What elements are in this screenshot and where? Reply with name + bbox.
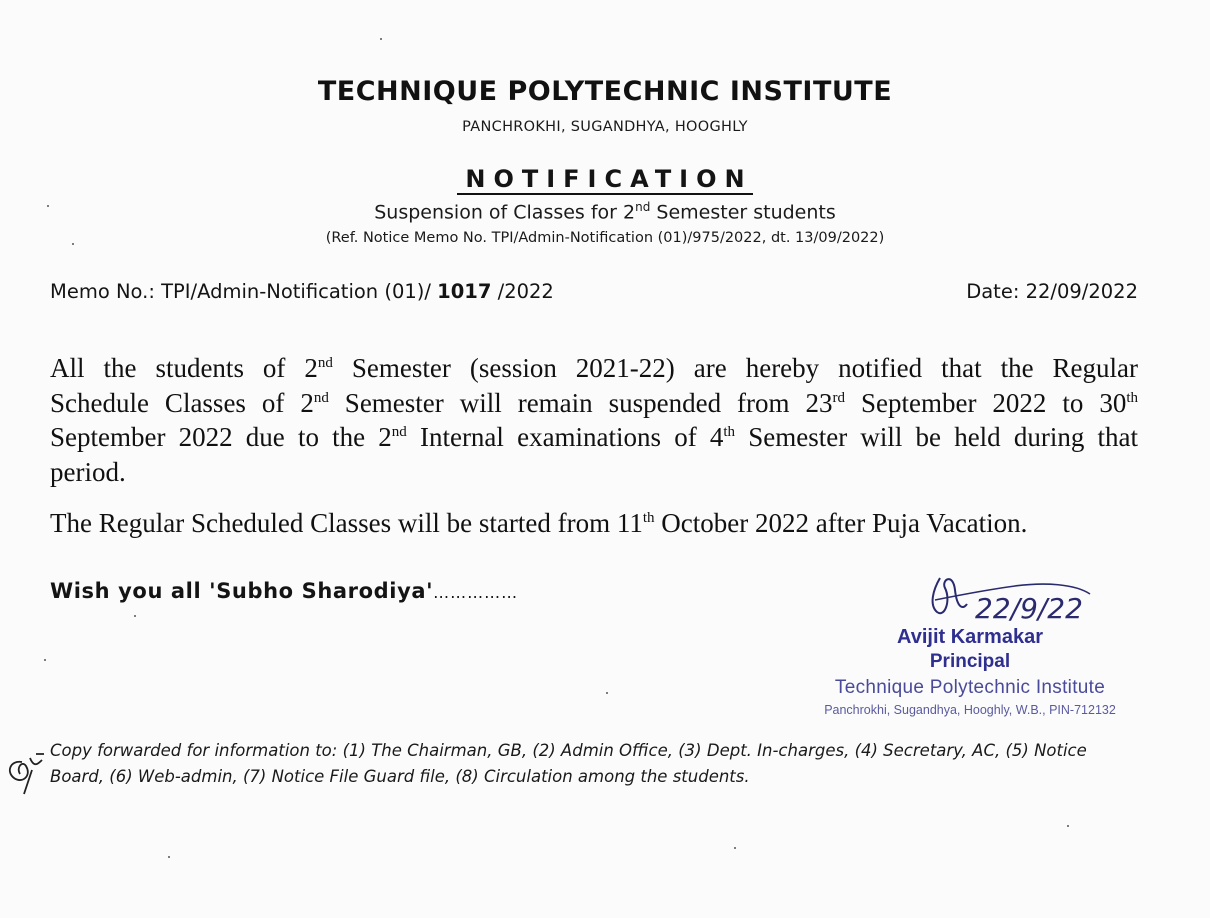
signature-date: 22/9/22 xyxy=(975,592,1083,625)
institute-address: PANCHROKHI, SUGANDHYA, HOOGHLY xyxy=(462,119,748,135)
paragraph-line: All the students of 2nd Semester (session 2021-22) are hereby notified that the Regular xyxy=(50,353,1139,383)
notice-paragraph-1 xyxy=(50,351,1138,489)
principal-stamp xyxy=(780,626,1160,717)
stamp-name: Avijit Karmakar xyxy=(897,626,1043,648)
wishes-dots: …………… xyxy=(433,583,519,602)
notice-paragraph-2: The Regular Scheduled Classes will be started from 11th October 2022 after Puja Vacation. xyxy=(50,508,1028,538)
handwritten-initials xyxy=(2,748,52,796)
memo-suffix: /2022 xyxy=(491,280,554,303)
paragraph-line: September 2022 due to the 2nd Internal examinations of 4th Semester will be held during that xyxy=(50,422,1139,452)
stamp-title: Principal xyxy=(929,651,1011,672)
memo-prefix: Memo No.: TPI/Admin-Notification (01)/ xyxy=(50,280,438,303)
notice-subject xyxy=(0,200,1210,223)
scan-speck xyxy=(44,659,46,661)
principal-signature xyxy=(915,560,1095,630)
festival-wishes xyxy=(50,579,518,603)
subject-ordinal: nd xyxy=(635,200,651,214)
notification-heading xyxy=(0,165,1210,193)
wishes-text: Wish you all 'Subho Sharodiya' xyxy=(50,579,434,603)
memo-date: Date: 22/09/2022 xyxy=(966,280,1138,303)
stamp-address: Panchrokhi, Sugandhya, Hooghly, W.B., PIN-712132 xyxy=(824,703,1116,717)
scan-speck xyxy=(1067,825,1069,827)
scan-speck xyxy=(72,243,74,245)
scan-speck xyxy=(380,38,382,40)
memo-number-value: 1017 xyxy=(437,280,492,303)
subject-text-end: Semester students xyxy=(650,201,836,224)
scan-speck xyxy=(734,847,736,849)
scan-speck xyxy=(134,615,136,617)
copy-forwarded-list: Copy forwarded for information to: (1) The Chairman, GB, (2) Admin Office, (3) Dept. In-charges, (4) Secretary, AC, (5) Notice Board, (6) Web-admin, (7) Notice File Guard file, (8) Circulation among the students. xyxy=(50,741,1087,786)
institute-name: TECHNIQUE POLYTECHNIC INSTITUTE xyxy=(317,76,893,107)
memo-number xyxy=(50,280,554,303)
scan-speck xyxy=(606,692,608,694)
paragraph-line: period. xyxy=(50,456,126,487)
stamp-institute: Technique Polytechnic Institute xyxy=(834,677,1106,698)
scan-speck xyxy=(168,856,170,858)
notification-heading-text: NOTIFICATION xyxy=(457,165,752,195)
scan-speck xyxy=(47,205,49,207)
subject-text: Suspension of Classes for 2 xyxy=(374,201,636,224)
paragraph-line: Schedule Classes of 2nd Semester will remain suspended from 23rd September 2022 to 30th xyxy=(50,387,1138,418)
notice-reference: (Ref. Notice Memo No. TPI/Admin-Notification (01)/975/2022, dt. 13/09/2022) xyxy=(325,230,885,246)
